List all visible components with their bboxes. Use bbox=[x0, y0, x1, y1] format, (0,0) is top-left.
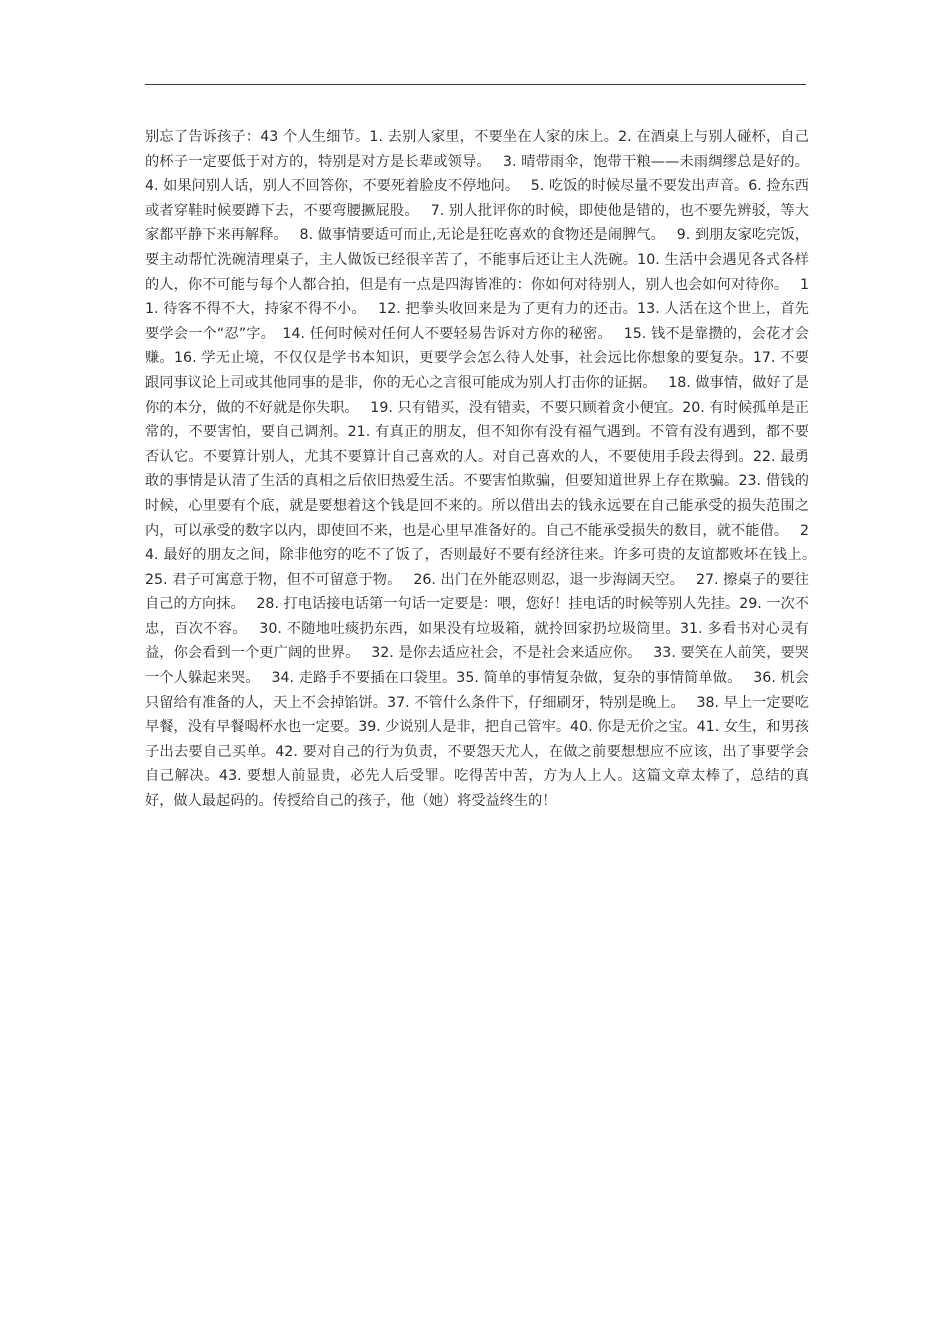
body-paragraph: 别忘了告诉孩子：43 个人生细节。1. 去别人家里，不要坐在人家的床上。2. 在酒桌上与别人碰杯，自己的杯子一定要低于对方的，特别是对方是长辈或领导。 3. 晴带雨伞，饱带干粮——未雨绸缪总是好的。4. 如果问别人话，别人不回答你，不要死着脸皮不停地问。 5. 吃饭的时候尽量不要发出声音。6. 捡东西或者穿鞋时候要蹲下去，不要弯腰撅屁股。 7. 别人批评你的时候，即使他是错的，也不要先辨驳，等大家都平静下来再解释。 8. 做事情要适可而止,无论是狂吃喜欢的食物还是闹脾气。 9. 到朋友家吃完饭，要主动帮忙洗碗清理桌子，主人做饭已经很辛苦了，不能事后还让主人洗碗。10. 生活中会遇见各式各样的人，你不可能与每个人都合拍，但是有一点是四海皆准的：你如何对待别人，别人也会如何对待你。 11. 待客不得不大，持家不得不小。 12. 把拳头收回来是为了更有力的还击。13. 人活在这个世上，首先要学会一个“忍”字。 14. 任何时候对任何人不要轻易告诉对方你的秘密。 15. 钱不是靠攒的，会花才会赚。16. 学无止境，不仅仅是学书本知识，更要学会怎么待人处事，社会远比你想象的要复杂。17. 不要跟同事议论上司或其他同事的是非，你的无心之言很可能成为别人打击你的证据。 18. 做事情，做好了是你的本分，做的不好就是你失职。 19. 只有错买，没有错卖，不要只顾着贪小便宜。20. 有时候孤单是正常的，不要害怕，要自己调剂。21. 有真正的朋友，但不知你有没有福气遇到。不管有没有遇到，都不要否认它。不要算计别人，尤其不要算计自己喜欢的人。对自己喜欢的人，不要使用手段去得到。22. 最勇敢的事情是认清了生活的真相之后依旧热爱生活。不要害怕欺骗，但要知道世界上存在欺骗。23. 借钱的时候，心里要有个底，就是要想着这个钱是回不来的。所以借出去的钱永远要在自己能承受的损失范围之内，可以承受的数字以内，即使回不来，也是心里早准备好的。自己不能承受损失的数目，就不能借。 24. 最好的朋友之间，除非他穷的吃不了饭了，否则最好不要有经济往来。许多可贵的友谊都败坏在钱上。 25. 君子可寓意于物，但不可留意于物。 26. 出门在外能忍则忍，退一步海阔天空。 27. 擦桌子的要往自己的方向抹。 28. 打电话接电话第一句话一定要是：喂，您好！挂电话的时候等别人先挂。29. 一次不忠，百次不容。 30. 不随地吐痰扔东西，如果没有垃圾箱，就拎回家扔垃圾筒里。31. 多看书对心灵有益，你会看到一个更广阔的世界。 32. 是你去适应社会，不是社会来适应你。 33. 要笑在人前笑，要哭一个人躲起来哭。 34. 走路手不要插在口袋里。35. 简单的事情复杂做，复杂的事情简单做。 36. 机会只留给有准备的人，天上不会掉馅饼。37. 不管什么条件下，仔细刷牙，特别是晚上。 38. 早上一定要吃早餐，没有早餐喝杯水也一定要。39. 少说别人是非，把自己管牢。40. 你是无价之宝。41. 女生，和男孩子出去要自己买单。42. 要对自己的行为负责，不要怨天尤人，在做之前要想想应不应该，出了事要学会自己解决。43. 要想人前显贵，必先人后受罪。吃得苦中苦，方为人上人。这篇文章太棒了，总结的真好，做人最起码的。传授给自己的孩子，他（她）将受益终生的！ bbox=[145, 129, 828, 810]
header-rule bbox=[145, 84, 806, 85]
